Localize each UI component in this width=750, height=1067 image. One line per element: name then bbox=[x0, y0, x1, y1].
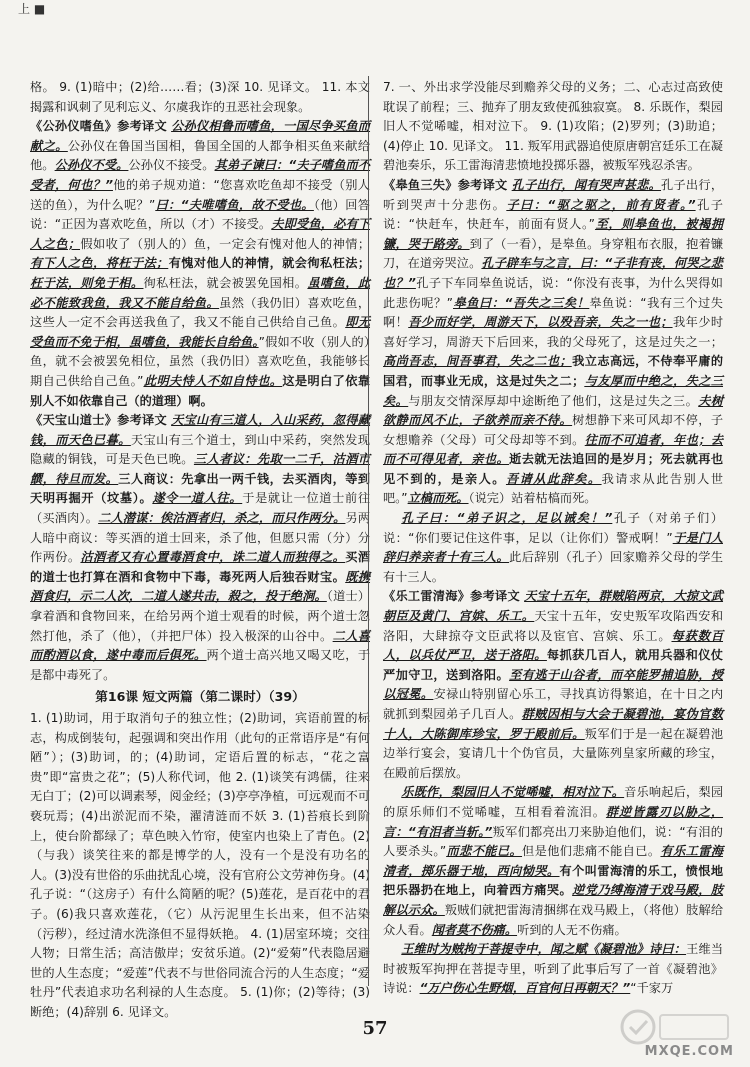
text: 1. (1)助词，用于取消句子的独立性；(2)助词，宾语前置的标志，构成倒装句，起强调和突出作用（此句的正常语序是“有何陋”）；(3)助词，的；(4)助词，定语后置的标志，“花之富贵”即“富贵之花”；(5)人称代词，他 2. (1)谈笑有鸿儒，往来无白丁；(2)可以调素琴，阅金经；(3)亭亭净植，可远观而不可亵玩焉；(4)出淤泥而不染，濯清涟而不妖 3. (1)苔痕长到阶上，使台阶都绿了；草色映入竹帘，使室内也染上了青色。(2)（与我）谈笑往来的都是博学的人，没有一个是没有功名的人。(3)没有世俗的乐曲扰乱心境，没有官府公文劳神伤身。(4)孔子说：“（这房子）有什么简陋的呢？(5)莲花，是百花中的君子。(6)我只喜欢莲花，（它）从污泥里生长出来，但不沾染（污秽），经过清水洗涤但不显得妖艳。 4. (1)居室环境；交往人物；日常生活；高洁傲岸；安贫乐道。(2)“爱菊”代表隐居避世的人生态度；“爱莲”代表不与世俗同流合污的人生态度；“爱牡丹”代表追求功名利禄的人生态度。 5. (1)你；(2)等待；(3)断绝；(4)辞别 6. 见译文。 bbox=[30, 711, 370, 1019]
original-text: 三人者议：先取一二千，沽酒市饌，待旦而发。 bbox=[30, 452, 370, 486]
translation: 每抓获几百人，就用兵器和仪仗严加守卫，送到洛阳。 bbox=[383, 648, 723, 682]
translation: 孔子说：“快赶车，快赶车，前面有贤人。” bbox=[383, 197, 723, 232]
original-text: 枉于法，则免于相。 bbox=[30, 275, 144, 290]
original-text: 与友厚而中绝之，失之三矣。 bbox=[383, 373, 724, 408]
section-title: 《天宝山道士》参考译文 bbox=[30, 413, 167, 428]
translation: 公孙仪在鲁国当国相，鲁国全国的人都争相买鱼来献给他。 bbox=[30, 138, 371, 173]
translation: 孔子（对弟子们）说：“你们要记住这件事，足以（让你们）警戒啊！” bbox=[383, 511, 724, 545]
translation: 树想静下来可风却不停，子女想赡养（父母）可父母却等不到。 bbox=[383, 413, 724, 447]
paragraph bbox=[30, 709, 370, 1023]
original-text: 孔子辟车与之言，曰：“子非有丧，何哭之悲也？” bbox=[383, 256, 723, 290]
translation: 叛军们都亮出刀来胁迫他们，说：“有泪的人要杀头。” bbox=[383, 824, 723, 859]
original-text: 天宝十五年，群贼陷两京，大掠文武朝臣及黄门、宫嫔、乐工。 bbox=[383, 589, 724, 624]
original-text: 高尚吾志，间吾事君，失之二也； bbox=[383, 354, 572, 369]
original-text: 吾请从此辞矣。 bbox=[505, 471, 602, 486]
translation: 于是就让一位道士前往（买酒肉）。 bbox=[30, 491, 371, 526]
watermark-text: MXQE.COM bbox=[644, 1044, 734, 1059]
translation: “千家万 bbox=[630, 981, 674, 996]
translation: 叛贼们就把雷海清捆绑在戏马殿上，（将他）肢解给众人看。 bbox=[383, 902, 724, 937]
paragraph bbox=[30, 411, 370, 685]
original-text: 此明夫恃人不如自恃也。 bbox=[143, 373, 283, 388]
text: 格。 9. (1)暗中；(2)给……看；(3)深 10. 见译文。 11. 本文揭露和讽刺了见利忘义、尔虞我诈的丑恶社会现象。 bbox=[30, 80, 370, 114]
paragraph bbox=[383, 783, 723, 940]
original-text: 即无受鱼而不免于相，虽嗜鱼，我能长自给鱼。 bbox=[30, 315, 371, 349]
translation: 天宝山有三个道士，到山中采药，突然发现隐藏的铜钱，可是天色已晚。 bbox=[30, 432, 371, 467]
original-text: 皋鱼曰：“吾失之三矣！ bbox=[453, 295, 590, 310]
original-text: 逆党乃缚海清于戏马殿，肢解以示众。 bbox=[383, 883, 724, 917]
translation: 有个叫雷海清的乐工，愤恨地把乐器扔在地上，向着西方痛哭。 bbox=[383, 863, 724, 898]
paragraph bbox=[383, 78, 723, 176]
left-column bbox=[30, 78, 370, 1023]
paragraph bbox=[383, 176, 723, 509]
original-text: 公孙仪不受。 bbox=[54, 158, 129, 173]
translation: 孔子出行，听到哭声十分悲伤。 bbox=[383, 177, 724, 212]
translation: 此后辞别（孔子）回家赡养父母的学生有十三人。 bbox=[383, 550, 724, 584]
original-text: 遂令一道人往。 bbox=[152, 491, 243, 506]
original-text: 夫树欲静而风不止，子欲养而亲不待。 bbox=[383, 393, 724, 428]
translation: 安禄山特别留心乐工，寻找真访得繁追，在十日之内就抓到梨园弟子几百人。 bbox=[383, 687, 724, 721]
translation: 我请求从此告别人世吧。” bbox=[383, 471, 724, 506]
original-text: 群逆皆露刃以胁之，言：“有泪者当斩。” bbox=[383, 804, 724, 839]
original-text: 至，则皋鱼也，被褐拥镰，哭于路旁。 bbox=[383, 217, 724, 251]
translation: 皋鱼说：“我有三个过失啊！ bbox=[383, 295, 723, 330]
translation: 叛军们于是一起在凝碧池边举行宴会，宴请几十个伪官员，大量陈列皇家所藏的珍宝，在殿前后摆放。 bbox=[383, 726, 724, 780]
translation: 三人商议：先拿出一两千钱，去买酒肉，等到天明再掘开（坟墓）。 bbox=[30, 471, 371, 506]
translation: （说完）站着枯槁而死。 bbox=[468, 491, 597, 506]
page-number: 57 bbox=[362, 1018, 388, 1039]
translation: 我年少时喜好学习，周游天下后回来，我的父母死了，这是过失之一； bbox=[383, 315, 724, 349]
section-title: 《皋鱼三失》参考译文 bbox=[383, 177, 508, 192]
original-text: 孔子出行，闻有哭声甚悲。 bbox=[511, 177, 662, 192]
translation: 买酒的道士也打算在酒和食物中下毒，毒死两人后独吞财宝。 bbox=[30, 550, 371, 584]
paragraph bbox=[383, 587, 723, 783]
paragraph bbox=[30, 117, 370, 411]
translation: 虽然（我仍旧）喜欢吃鱼，这些人一定不会再送我鱼了，我又不能自己供给自己鱼。 bbox=[30, 295, 371, 330]
original-text: 沽酒者又有心置毒酒食中，诛二道人而独得之。 bbox=[80, 550, 346, 565]
top-mark: 上 ■ bbox=[18, 2, 46, 16]
translation: 公孙仪不接受。 bbox=[128, 158, 215, 173]
original-text: “万户伤心生野烟，百官何日再朝天？” bbox=[419, 981, 631, 996]
translation: 天宝十五年，安史叛军攻陷西安和洛阳，大肆掠夺文臣武将以及宦官、宫嫔、乐工。 bbox=[383, 609, 724, 643]
translation: ”假如不收（别人的）鱼，就不会被罢免相位，虽然（我仍旧）喜欢吃鱼，我能够长期自己供给自己鱼。” bbox=[30, 334, 370, 388]
original-text: 立槁而死。 bbox=[407, 491, 469, 506]
translation: 徇私枉法，就会被罢免国相。 bbox=[143, 275, 308, 290]
original-text: 于是门人辞归养亲者十有三人。 bbox=[383, 530, 723, 565]
original-text: 王维时为贼拘于菩提寺中，闻之赋《凝碧池》诗曰： bbox=[401, 942, 687, 957]
section-title: 《乐工雷清海》参考译文 bbox=[383, 589, 520, 604]
original-text: 吾少而好学，周游天下，以殁吾亲，失之一也； bbox=[408, 315, 673, 330]
translation: （他）回答说：“正因为喜欢吃鱼，所以（才）不接受。 bbox=[30, 197, 370, 232]
original-text: 其弟子谏曰：“夫子嗜鱼而不受者，何也？” bbox=[30, 158, 371, 192]
original-text: 每获数百人，以兵仗严卫，送于洛阳。 bbox=[383, 628, 724, 663]
translation: 假如收了（别人的）鱼，一定会有愧对他人的神情； bbox=[80, 236, 371, 251]
original-text: 既携酒食归，示二人次，二道人遂共击，殺之，投于绝涧。 bbox=[30, 569, 371, 604]
translation: 听到的人无不伤痛。 bbox=[517, 922, 627, 937]
translation: 音乐响起后，梨园的原乐师们不觉唏嘘，互相看着流泪。 bbox=[383, 785, 724, 819]
translation: 他的弟子规劝道：“您喜欢吃鱼却不接受（别人送的鱼），为什么呢？” bbox=[30, 177, 370, 212]
translation: 逝去就无法追回的是岁月；死去就再也见不到的，是亲人。 bbox=[383, 452, 724, 486]
original-text: 曰：“夫唯嗜鱼，故不受也。 bbox=[155, 197, 314, 212]
original-text: 孔子曰：“弟子识之，足以诫矣！” bbox=[401, 511, 613, 526]
original-text: 天宝山有三道人，入山采药，忽得藏钱，而天色已暮。 bbox=[30, 413, 371, 447]
original-text: 二人喜而酌酒以食，遂中毒而后俱死。 bbox=[30, 628, 370, 663]
translation: （道士）拿着酒和食物回来，在给另两个道士观看的时候，两个道士忽然打他，杀了（他），（并把尸体）投入极深的山谷中。 bbox=[30, 589, 371, 643]
section-title: 《公孙仪嗜鱼》参考译文 bbox=[30, 119, 167, 134]
original-text: 群贼因相与大会于凝碧池，宴伪官数十人，大陈御库珍宝，罗于殿前后。 bbox=[383, 707, 724, 741]
original-text: 子曰：“驱之驱之，前有贤者。” bbox=[506, 197, 696, 212]
original-text: 虽嗜鱼，此必不能致我鱼，我又不能自给鱼。 bbox=[30, 275, 371, 310]
paragraph bbox=[383, 509, 723, 587]
translation: 但是他们悲痛不能自已。 bbox=[522, 844, 661, 859]
paragraph bbox=[30, 78, 370, 117]
original-text: 夫即受鱼，必有下人之色； bbox=[30, 217, 370, 251]
original-text: 公孙仪相鲁而嗜鱼，一国尽争买鱼而献之。 bbox=[30, 119, 371, 153]
translation: 王维当时被叛军拘押在菩提寺里，听到了此事后写了一首《凝碧池》诗说： bbox=[383, 942, 724, 996]
original-text: 乐既作，梨园旧人不觉唏嘘，相对泣下。 bbox=[401, 785, 625, 800]
text: 7. 一、外出求学没能尽到赡养父母的义务；二、心志过高致使耽误了前程；三、抛弃了朋友致使孤独寂寞。 8. 乐既作，梨园旧人不觉唏嘘，相对泣下。 9. (1)攻陷；(2)罗列；(3)助追；(4)停止 10. 见译文。 11. 叛军用武器追使原唐朝宫廷乐工在凝碧池奏乐，乐工雷海清悲愤地投掷乐器，被叛军残忍杀害。 bbox=[383, 80, 723, 173]
original-text: 有下人之色，将枉于法； bbox=[30, 256, 169, 271]
original-text: 至有逃于山谷者，而卒能罗捕追胁，授以冠冕。 bbox=[383, 667, 724, 702]
original-text: 二人潜谋：俟沽酒者归，杀之，而只作两分。 bbox=[98, 511, 346, 526]
translation: 两个道士高兴地又喝又吃，于是都中毒死了。 bbox=[30, 648, 371, 682]
paragraph bbox=[383, 940, 723, 999]
translation: 到了（一看），是皋鱼。身穿粗布衣服，抱着镰刀，在道旁哭泣。 bbox=[383, 236, 724, 271]
right-column bbox=[383, 78, 723, 999]
translation: 孔子下车同皋鱼说话，说：“你没有丧事，为什么哭得如此悲伤呢？” bbox=[383, 275, 723, 310]
translation: 有愧对他人的神情，就会徇私枉法； bbox=[168, 256, 371, 271]
original-text: 有乐工雷海清者，掷乐器于地，西向恸哭。 bbox=[383, 844, 724, 878]
lesson-heading: 第16课 短文两篇（第二课时）（39） bbox=[95, 689, 305, 705]
translation: 另两人暗中商议：等买酒的道士回来，杀了他，但愿只需（分）分作两份。 bbox=[30, 511, 371, 565]
translation: 我立志高远，不侍奉平庸的国君，而事业无成，这是过失之二； bbox=[383, 354, 724, 388]
original-text: 而悲不能已。 bbox=[446, 844, 523, 859]
original-text: 闻者莫不伤痛。 bbox=[431, 922, 518, 937]
translation: 与朋友交情深厚却中途断绝了他们，这是过失之三。 bbox=[408, 393, 699, 408]
column-divider bbox=[368, 76, 369, 986]
translation: 这是明白了依靠别人不如依靠自己（的道理）啊。 bbox=[30, 373, 371, 408]
original-text: 往而不可追者，年也；去而不可得见者，亲也。 bbox=[383, 432, 724, 467]
